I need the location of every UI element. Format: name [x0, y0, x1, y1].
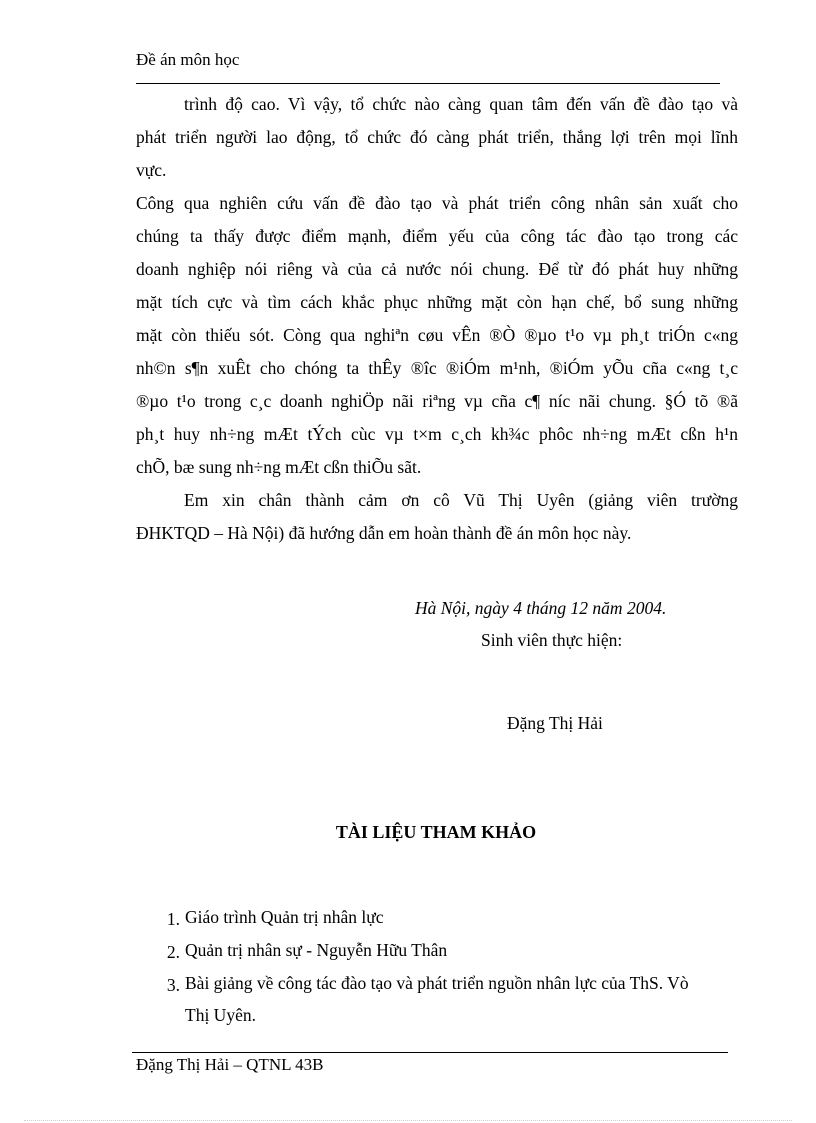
body-line: mặt tích cực và tìm cách khắc phục những mặt còn hạn chế, bổ sung những — [136, 292, 738, 312]
footer-rule — [132, 1052, 728, 1053]
page-header-title: Đề án môn học — [136, 50, 240, 69]
body-line: doanh nghiệp nói riêng và của cả nước nói chung. Để từ đó phát huy những — [136, 259, 738, 279]
reference-text: Giáo trình Quản trị nhân lực — [185, 907, 384, 927]
reference-number: 2. — [166, 942, 180, 962]
body-line: mặt còn thiếu sót. Còng qua nghiªn cøu vÊn ®Ò ®µo t¹o vµ ph¸t triÓn c«ng — [136, 325, 738, 345]
reference-text: Bài giảng về công tác đào tạo và phát triển nguồn nhân lực của ThS. Vò — [185, 973, 689, 993]
body-line: nh©n s¶n xuÊt cho chóng ta thÊy ®îc ®iÓm m¹nh, ®iÓm yÕu cña c«ng t¸c — [136, 358, 738, 378]
body-line: phát triển người lao động, tổ chức đó càng phát triển, thắng lợi trên mọi lĩnh — [136, 127, 738, 147]
body-line: Em xin chân thành cảm ơn cô Vũ Thị Uyên (giảng viên trường — [184, 490, 738, 510]
body-line: ĐHKTQD – Hà Nội) đã hướng dẫn em hoàn thành đề án môn học này. — [136, 523, 632, 543]
reference-number: 3. — [166, 975, 180, 995]
header-rule — [136, 83, 720, 84]
references-heading: TÀI LIỆU THAM KHẢO — [335, 822, 537, 842]
page-footer: Đặng Thị Hải – QTNL 43B — [136, 1055, 324, 1074]
reference-text: Quản trị nhân sự - Nguyễn Hữu Thân — [185, 940, 448, 960]
reference-text: Thị Uyên. — [185, 1005, 256, 1025]
place-date: Hà Nội, ngày 4 tháng 12 năm 2004. — [415, 598, 667, 618]
page-boundary — [24, 1120, 792, 1121]
body-line: ®µo t¹o trong c¸c doanh nghiÖp nãi riªng vµ cña c¶ níc nãi chung. §Ó tõ ®ã — [136, 391, 738, 411]
body-line: Công qua nghiên cứu vấn đề đào tạo và phát triển công nhân sản xuất cho — [136, 193, 738, 213]
body-line: trình độ cao. Vì vậy, tổ chức nào càng quan tâm đến vấn đề đào tạo và — [184, 94, 738, 114]
body-line: chÕ, bæ sung nh÷ng mÆt cßn thiÕu sãt. — [136, 457, 422, 477]
body-line: chúng ta thấy được điểm mạnh, điểm yếu của công tác đào tạo trong các — [136, 226, 738, 246]
signature-name: Đặng Thị Hải — [507, 713, 603, 733]
body-line: ph¸t huy nh÷ng mÆt tÝch cùc vµ t×m c¸ch kh¾c phôc nh÷ng mÆt cßn h¹n — [136, 424, 738, 444]
reference-number: 1. — [166, 909, 180, 929]
signature-role: Sinh viên thực hiện: — [481, 630, 623, 650]
body-line: vực. — [136, 160, 167, 180]
